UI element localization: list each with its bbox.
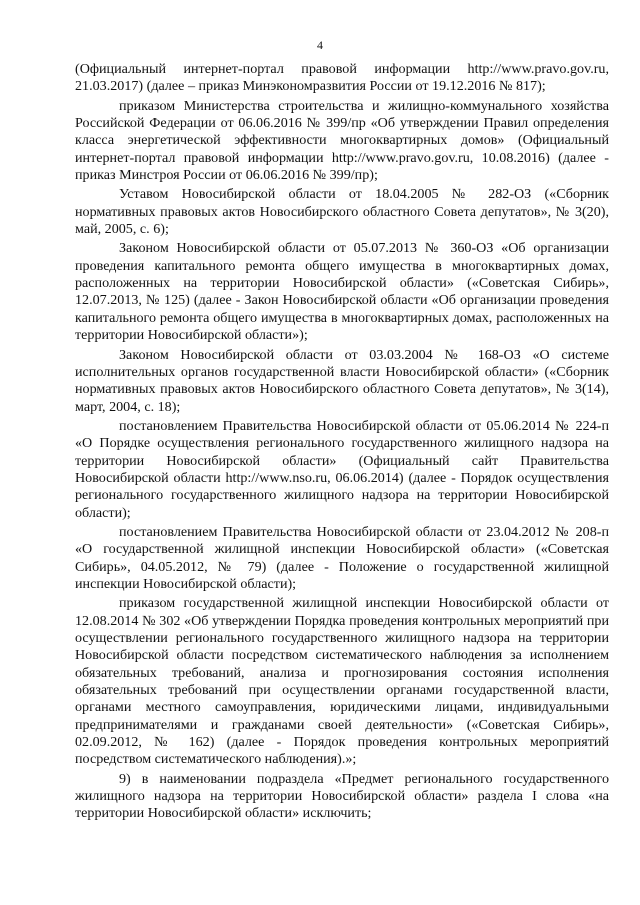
- paragraph-nso-charter: Уставом Новосибирской области от 18.04.2005 № 282-ОЗ («Сборник нормативных правовых актов Новосибирского областного Совета депутатов», № 3(20), май, 2005, с. 6);: [75, 186, 609, 238]
- paragraph-capital-repair-law: Законом Новосибирской области от 05.07.2013 № 360-ОЗ «Об организации проведения капитального ремонта общего имущества в многоквартирных домах, расположенных на территории Новосибирской области» («Советская Сибирь», 12.07.2013, № 125) (далее - Закон Новосибирской области «Об организации проведения капитального ремонта общего имущества в многоквартирных домах, расположенных на территории Новосибирской области»);: [75, 240, 609, 344]
- paragraph-minstroy-order: приказом Министерства строительства и жилищно-коммунального хозяйства Российской Федерации от 06.06.2016 № 399/пр «Об утверждении Правил определения класса энергетической эффективности многоквартирных домов» (Официальный интернет-портал правовой информации http://www.pravo.gov.ru, 10.08.2016) (далее - приказ Минстроя России от 06.06.2016 № 399/пр);: [75, 97, 609, 184]
- paragraph-item-9: 9) в наименовании подраздела «Предмет регионального государственного жилищного надзора на территории Новосибирской области» раздела I слова «на территории Новосибирской области» исключить;: [75, 770, 609, 822]
- paragraph-resolution-224: постановлением Правительства Новосибирской области от 05.06.2014 № 224-п «О Порядке осуществления регионального государственного жилищного надзора на территории Новосибирской области» (Официальный сайт Правительства Новосибирской области http://www.nso.ru, 06.06.2014) (далее - Порядок осуществления регионального государственного жилищного надзора на территории Новосибирской области);: [75, 417, 609, 521]
- paragraph-continuation: (Официальный интернет-портал правовой информации http://www.pravo.gov.ru, 21.03.2017) (далее – приказ Минэкономразвития России от 19.12.2016 № 817);: [75, 61, 609, 95]
- paragraph-executive-bodies-law: Законом Новосибирской области от 03.03.2004 № 168-ОЗ «О системе исполнительных органов государственной власти Новосибирской области» («Сборник нормативных правовых актов Новосибирского областного Совета депутатов», № 3(14), март, 2004, с. 18);: [75, 346, 609, 415]
- paragraph-resolution-208: постановлением Правительства Новосибирской области от 23.04.2012 № 208-п «О государственной жилищной инспекции Новосибирской области» («Советская Сибирь», 04.05.2012, № 79) (далее - Положение о государственной жилищной инспекции Новосибирской области);: [75, 523, 609, 592]
- page-number: 4: [317, 38, 323, 52]
- paragraph-inspection-order-302: приказом государственной жилищной инспекции Новосибирской области от 12.08.2014 № 302 «Об утверждении Порядка проведения контрольных мероприятий при осуществлении регионального государственного жилищного надзора на территории Новосибирской области посредством систематического наблюдения за исполнением обязательных требований, анализа и прогнозирования состояния исполнения обязательных требований при осуществлении органами государственной власти, органами местного самоуправления, юридическими лицами, индивидуальными предпринимателями и гражданами своей деятельности» («Советская Сибирь», 02.09.2012, № 162) (далее - Порядок проведения контрольных мероприятий посредством систематического наблюдения).»;: [75, 595, 609, 768]
- document-body: [75, 61, 609, 823]
